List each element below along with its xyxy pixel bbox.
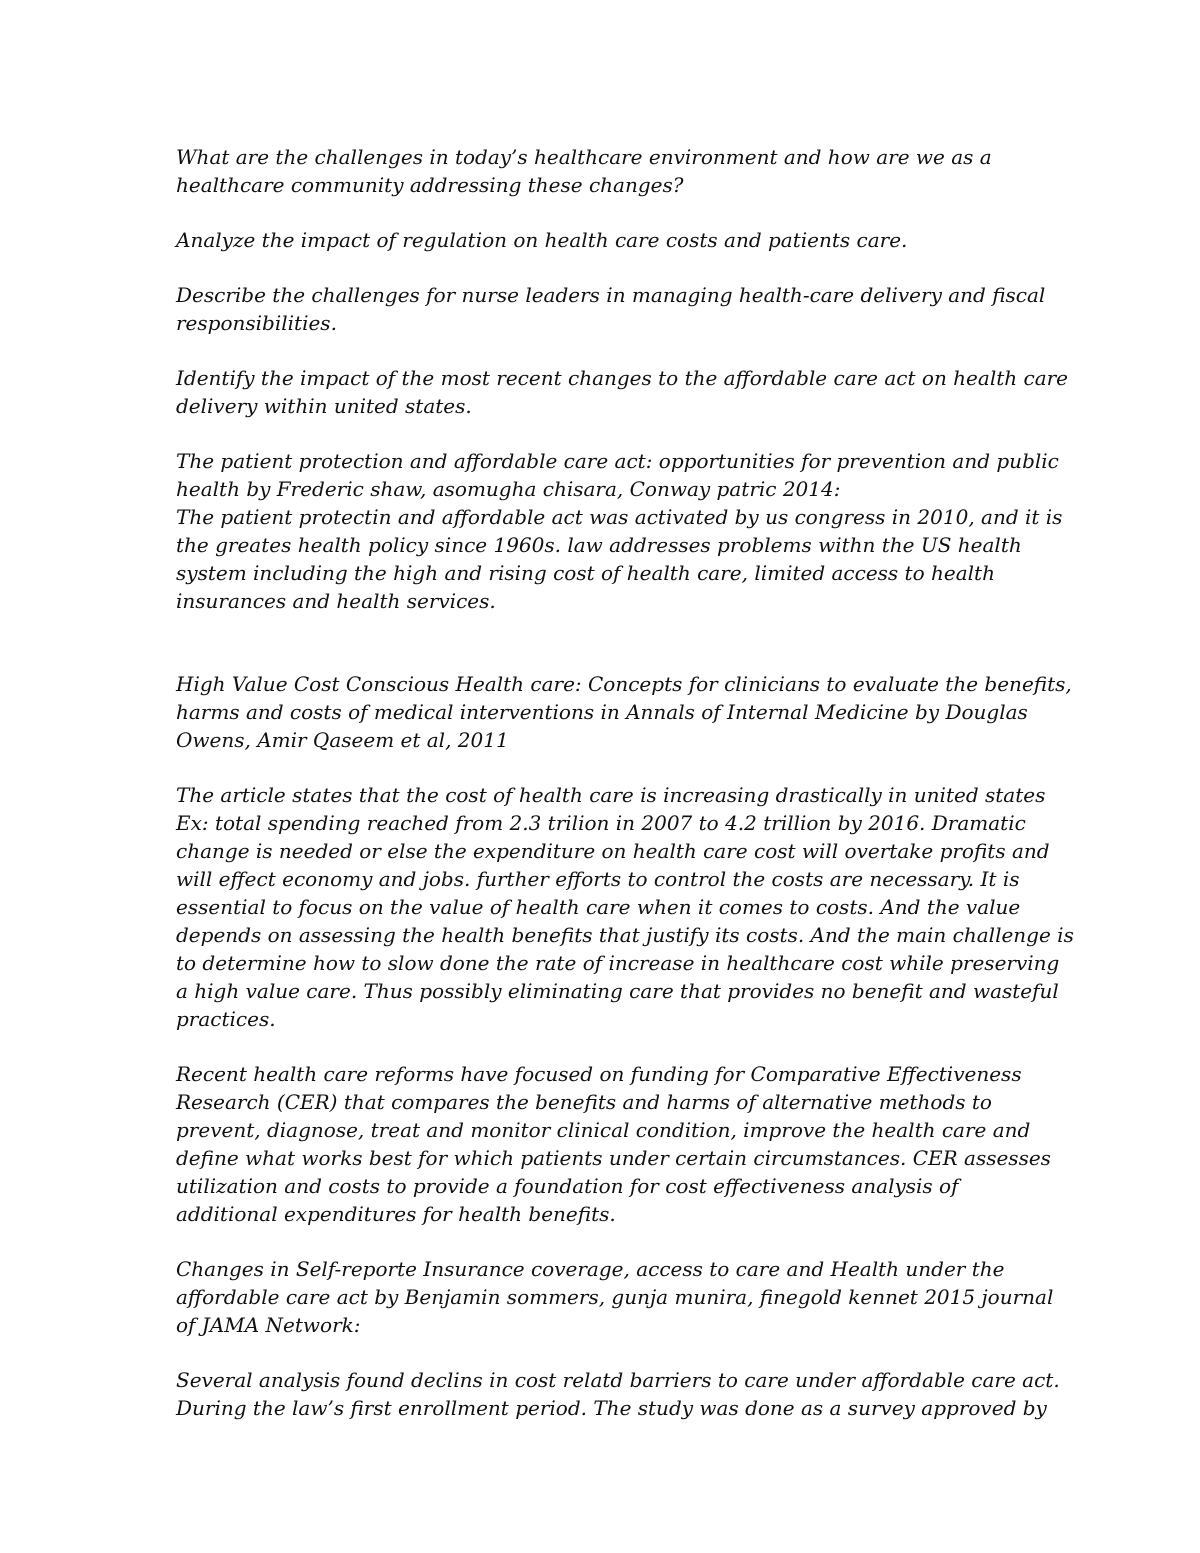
paragraph-spacer (176, 1339, 1036, 1366)
text-line: High Value Cost Conscious Health care: Concepts for clinicians to evaluate the benefits, (176, 672, 1072, 696)
paragraph-spacer (176, 199, 1036, 226)
text-line: utilization and costs to provide a foundation for cost effectiveness analysis of (176, 1174, 959, 1198)
paragraph-spacer (176, 615, 1036, 670)
text-line: During the law’s first enrollment period. The study was done as a survey approved by (176, 1396, 1047, 1420)
text-line: Research (CER) that compares the benefits and harms of alternative methods to (176, 1090, 992, 1114)
paragraph-spacer (176, 420, 1036, 447)
text-line: to determine how to slow done the rate of increase in healthcare cost while preserving (176, 951, 1060, 975)
text-line: healthcare community addressing these changes? (176, 173, 684, 197)
text-line: delivery within united states. (176, 394, 472, 418)
text-line: essential to focus on the value of health care when it comes to costs. And the value (176, 895, 1021, 919)
document-body (176, 143, 1074, 1422)
text-line: define what works best for which patients under certain circumstances. CER assesses (176, 1146, 1051, 1170)
text-line: of JAMA Network: (176, 1313, 361, 1337)
paragraph-spacer (176, 254, 1036, 281)
text-line: Owens, Amir Qaseem et al, 2011 (176, 728, 509, 752)
text-line: health by Frederic shaw, asomugha chisara, Conway patric 2014: (176, 477, 841, 501)
text-line: The patient protectin and affordable act was activated by us congress in 2010, and it is (176, 505, 1063, 529)
text-line: system including the high and rising cost of health care, limited access to health (176, 561, 995, 585)
text-line: harms and costs of medical interventions in Annals of Internal Medicine by Douglas (176, 700, 1028, 724)
text-line: depends on assessing the health benefits that justify its costs. And the main challenge is (176, 923, 1074, 947)
text-line: change is needed or else the expenditure on health care cost will overtake profits and (176, 839, 1050, 863)
text-line: The article states that the cost of health care is increasing drastically in united states (176, 783, 1046, 807)
text-line: responsibilities. (176, 311, 337, 335)
text-line: Changes in Self-reporte Insurance coverage, access to care and Health under the (176, 1257, 1005, 1281)
text-line: additional expenditures for health benefits. (176, 1202, 616, 1226)
paragraph-spacer (176, 1033, 1036, 1060)
text-line: will effect economy and jobs. further efforts to control the costs are necessary. It is (176, 867, 1020, 891)
text-line: Identify the impact of the most recent changes to the affordable care act on health care (176, 366, 1069, 390)
text-line: prevent, diagnose, treat and monitor clinical condition, improve the health care and (176, 1118, 1031, 1142)
text-line: practices. (176, 1007, 276, 1031)
paragraph-spacer (176, 1228, 1036, 1255)
text-line: affordable care act by Benjamin sommers, gunja munira, finegold kennet 2015 journal (176, 1285, 1054, 1309)
text-line: The patient protection and affordable care act: opportunities for prevention and public (176, 449, 1059, 473)
text-line: What are the challenges in today’s healthcare environment and how are we as a (176, 145, 992, 169)
paragraph-spacer (176, 337, 1036, 364)
text-line: a high value care. Thus possibly eliminating care that provides no benefit and wasteful (176, 979, 1059, 1003)
text-line: Several analysis found declins in cost relatd barriers to care under affordable care act. (176, 1368, 1060, 1392)
text-line: Describe the challenges for nurse leaders in managing health-care delivery and fiscal (176, 283, 1046, 307)
text-line: Analyze the impact of regulation on health care costs and patients care. (176, 228, 908, 252)
paragraph-spacer (176, 754, 1036, 781)
text-line: insurances and health services. (176, 589, 496, 613)
text-line: the greates health policy since 1960s. law addresses problems withn the US health (176, 533, 1022, 557)
text-line: Recent health care reforms have focused on funding for Comparative Effectiveness (176, 1062, 1022, 1086)
text-line: Ex: total spending reached from 2.3 trilion in 2007 to 4.2 trillion by 2016. Dramatic (176, 811, 1026, 835)
